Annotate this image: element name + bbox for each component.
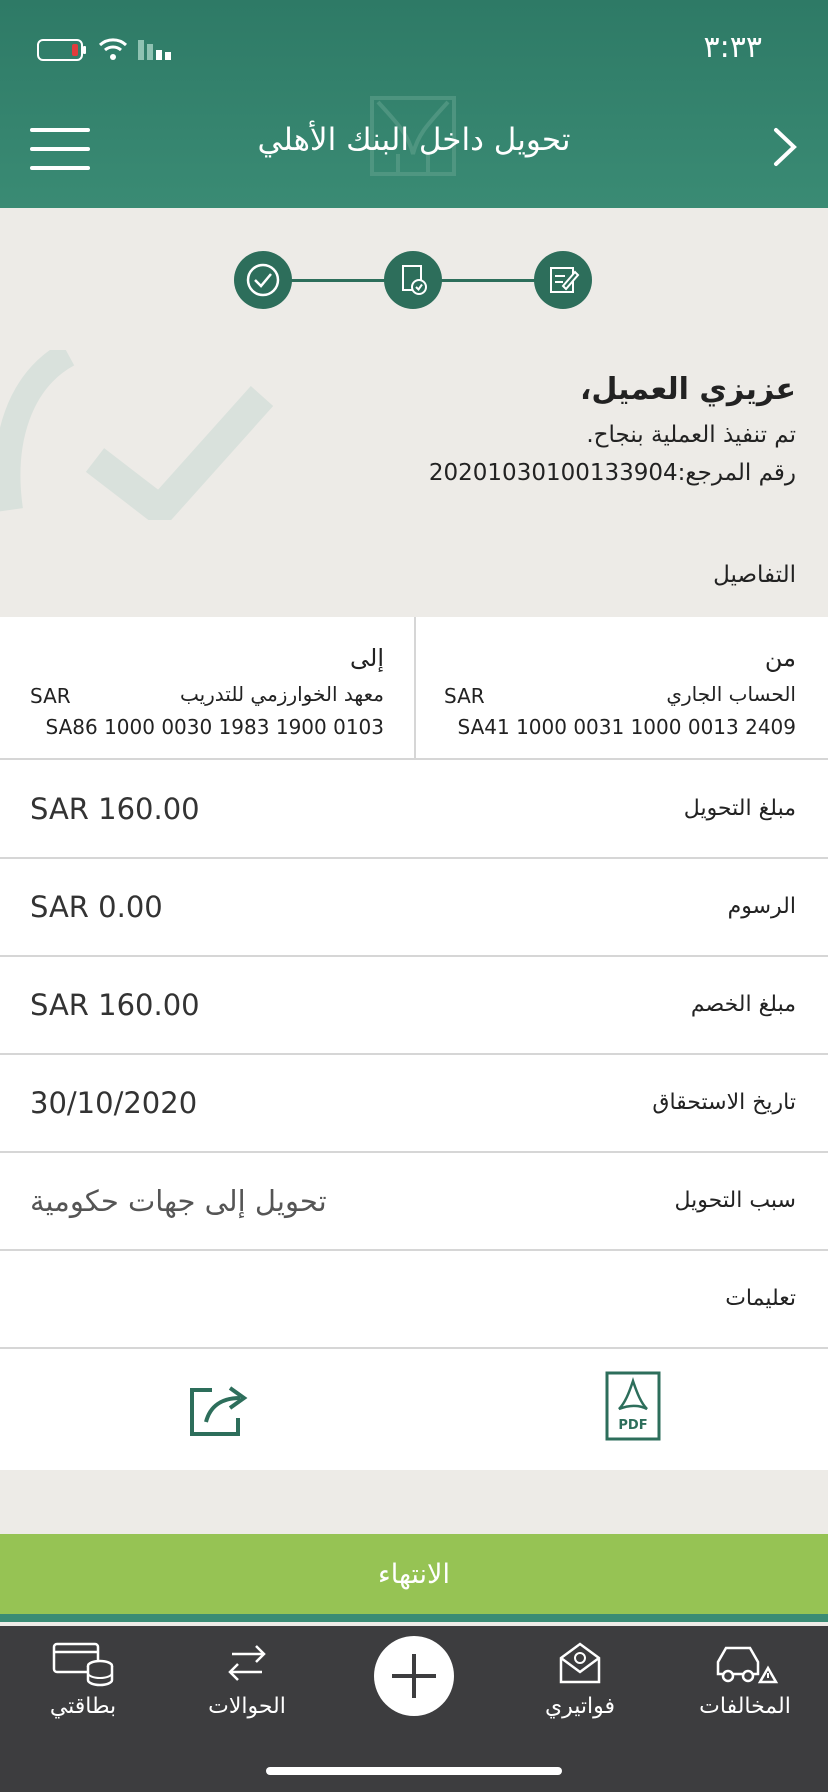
- to-label: إلى: [350, 644, 384, 672]
- home-indicator: [266, 1767, 562, 1775]
- transfer-reason-label: سبب التحويل: [674, 1188, 796, 1213]
- from-iban: SA41 1000 0031 1000 0013 2409: [457, 715, 796, 739]
- to-iban: SA86 1000 0030 1983 1900 0103: [45, 715, 384, 739]
- tab-bills[interactable]: [505, 1638, 655, 1719]
- battery-icon: [36, 38, 88, 66]
- tab-violations-label: المخالفات: [699, 1694, 791, 1719]
- due-date-value: 30/10/2020: [30, 1086, 198, 1120]
- finish-underline: [0, 1614, 828, 1622]
- add-button[interactable]: [374, 1636, 454, 1716]
- debit-amount-value: SAR 160.00: [30, 988, 200, 1022]
- divider: [0, 1347, 828, 1349]
- tab-my-card-label: بطاقتي: [49, 1694, 117, 1719]
- from-label: من: [764, 644, 796, 672]
- transfer-amount-value: SAR 160.00: [30, 792, 200, 826]
- tab-transfers[interactable]: [172, 1638, 322, 1719]
- chevron-right-icon[interactable]: [770, 126, 800, 168]
- tab-my-card[interactable]: [8, 1638, 158, 1719]
- from-to-divider: [414, 617, 416, 758]
- divider: [0, 1053, 828, 1055]
- success-checkmark-watermark: [0, 350, 280, 520]
- transfer-reason-value: تحويل إلى جهات حكومية: [30, 1184, 327, 1218]
- divider: [0, 758, 828, 760]
- debit-amount-label: مبلغ الخصم: [690, 992, 796, 1017]
- tab-violations[interactable]: [670, 1638, 820, 1719]
- instructions-label: تعليمات: [725, 1286, 796, 1311]
- card-coins-icon: [48, 1638, 118, 1688]
- share-icon[interactable]: [186, 1380, 250, 1442]
- success-text: تم تنفيذ العملية بنجاح.: [586, 422, 796, 448]
- from-currency: SAR: [444, 684, 485, 708]
- fees-label: الرسوم: [727, 894, 796, 919]
- wifi-icon: [98, 36, 128, 66]
- step-edit-form-icon: [534, 251, 592, 309]
- fees-value: SAR 0.00: [30, 890, 163, 924]
- reference-label: رقم المرجع:: [677, 460, 796, 486]
- plus-icon: [374, 1636, 454, 1716]
- transfer-arrows-icon: [222, 1638, 272, 1688]
- tab-transfers-label: الحوالات: [208, 1694, 286, 1719]
- tab-bills-label: فواتيري: [544, 1694, 616, 1719]
- pdf-label: PDF: [618, 1418, 648, 1433]
- reference-number: 20201030100133904: [428, 460, 678, 486]
- divider: [0, 1151, 828, 1153]
- divider: [0, 1249, 828, 1251]
- transfer-amount-label: مبلغ التحويل: [683, 796, 796, 821]
- to-currency: SAR: [30, 684, 71, 708]
- status-time: ٣:٣٣: [703, 30, 762, 65]
- divider: [0, 857, 828, 859]
- signal-icon: [138, 38, 178, 64]
- step-document-check-icon: [384, 251, 442, 309]
- from-account-name: الحساب الجاري: [666, 682, 796, 706]
- pdf-download-icon[interactable]: [605, 1371, 661, 1441]
- divider: [0, 955, 828, 957]
- finish-button[interactable]: الانتهاء: [0, 1534, 828, 1614]
- details-title: التفاصيل: [713, 562, 796, 588]
- greeting-text: عزيزي العميل،: [579, 372, 796, 407]
- car-warning-icon: [710, 1638, 780, 1688]
- reference-line: [429, 460, 796, 486]
- due-date-label: تاريخ الاستحقاق: [652, 1090, 796, 1115]
- page-title: تحويل داخل البنك الأهلي: [257, 122, 571, 158]
- bills-envelope-icon: [555, 1638, 605, 1688]
- to-account-name: معهد الخوارزمي للتدريب: [179, 682, 384, 706]
- step-complete-check-icon: [234, 251, 292, 309]
